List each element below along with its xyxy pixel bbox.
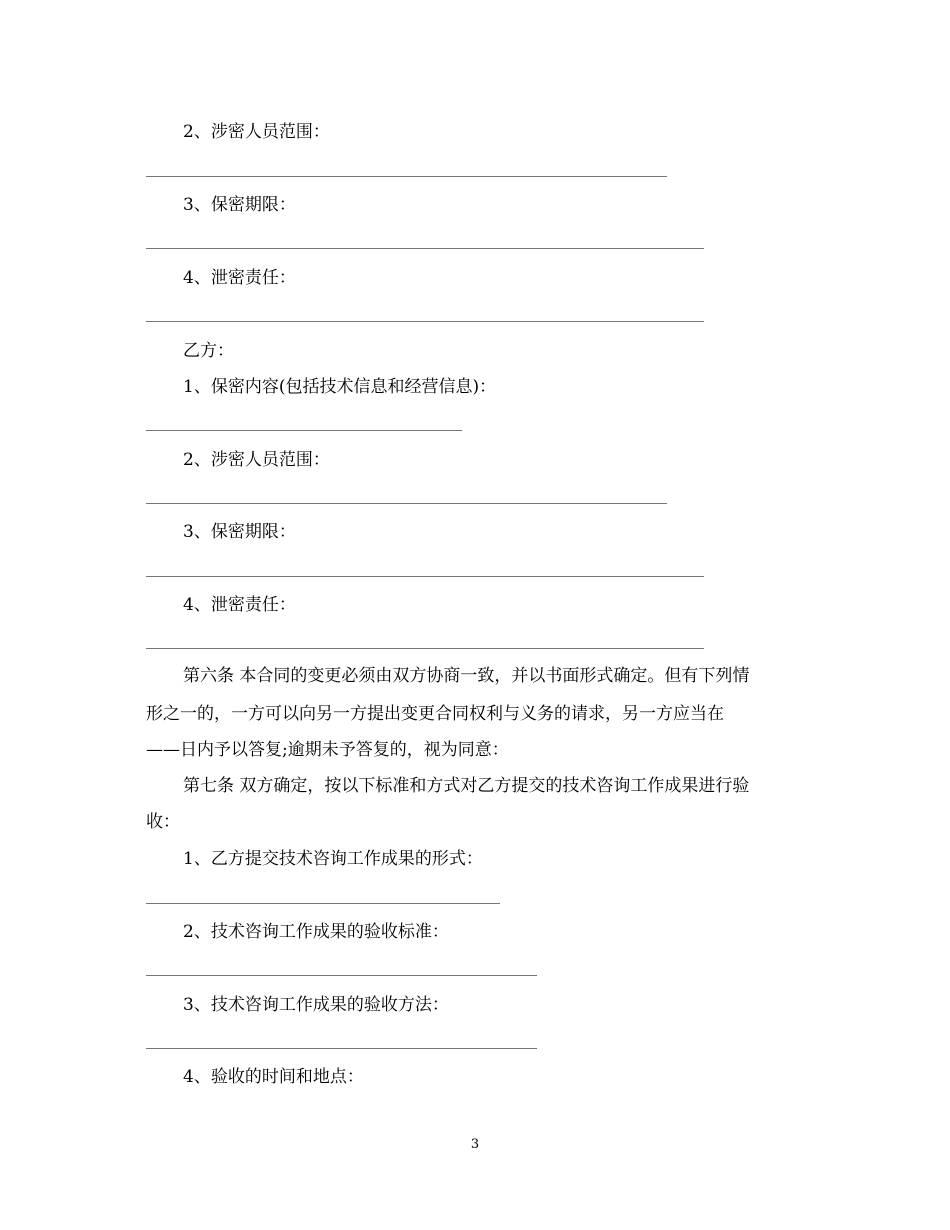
item-deliverable-form: 1、乙方提交技术咨询工作成果的形式：	[183, 849, 483, 869]
blank-fill-line	[146, 248, 704, 249]
item-confidentiality-period: 3、保密期限：	[183, 195, 296, 215]
item-acceptance-time-place: 4、验收的时间和地点：	[183, 1067, 364, 1087]
article-seven-line-1: 第七条 双方确定，按以下标准和方式对乙方提交的技术咨询工作成果进行验	[183, 776, 750, 796]
article-seven-line-2: 收：	[146, 812, 180, 832]
blank-fill-line	[146, 176, 667, 177]
item-acceptance-standard: 2、技术咨询工作成果的验收标准：	[183, 922, 449, 942]
item-leak-liability: 4、泄密责任：	[183, 268, 296, 288]
item-leak-liability: 4、泄密责任：	[183, 595, 296, 615]
blank-fill-line	[146, 1048, 537, 1049]
blank-fill-line	[146, 903, 500, 904]
blank-fill-line	[146, 576, 704, 577]
party-b-heading: 乙方：	[183, 341, 234, 361]
page-number: 3	[470, 1137, 480, 1152]
item-confidential-content: 1、保密内容(包括技术信息和经营信息)：	[183, 377, 497, 397]
item-confidential-personnel-scope: 2、涉密人员范围：	[183, 122, 330, 142]
blank-fill-line	[146, 975, 537, 976]
blank-fill-line	[146, 503, 667, 504]
article-six-line-3: ——日内予以答复;逾期未予答复的，视为同意：	[146, 740, 509, 760]
item-confidential-personnel-scope: 2、涉密人员范围：	[183, 450, 330, 470]
article-six-line-1: 第六条 本合同的变更必须由双方协商一致，并以书面形式确定。但有下列情	[183, 666, 750, 686]
item-acceptance-method: 3、技术咨询工作成果的验收方法：	[183, 995, 449, 1015]
blank-fill-line	[146, 430, 462, 431]
blank-fill-line	[146, 648, 704, 649]
article-six-line-2: 形之一的，一方可以向另一方提出变更合同权利与义务的请求，另一方应当在	[146, 704, 724, 724]
item-confidentiality-period: 3、保密期限：	[183, 522, 296, 542]
blank-fill-line	[146, 321, 704, 322]
